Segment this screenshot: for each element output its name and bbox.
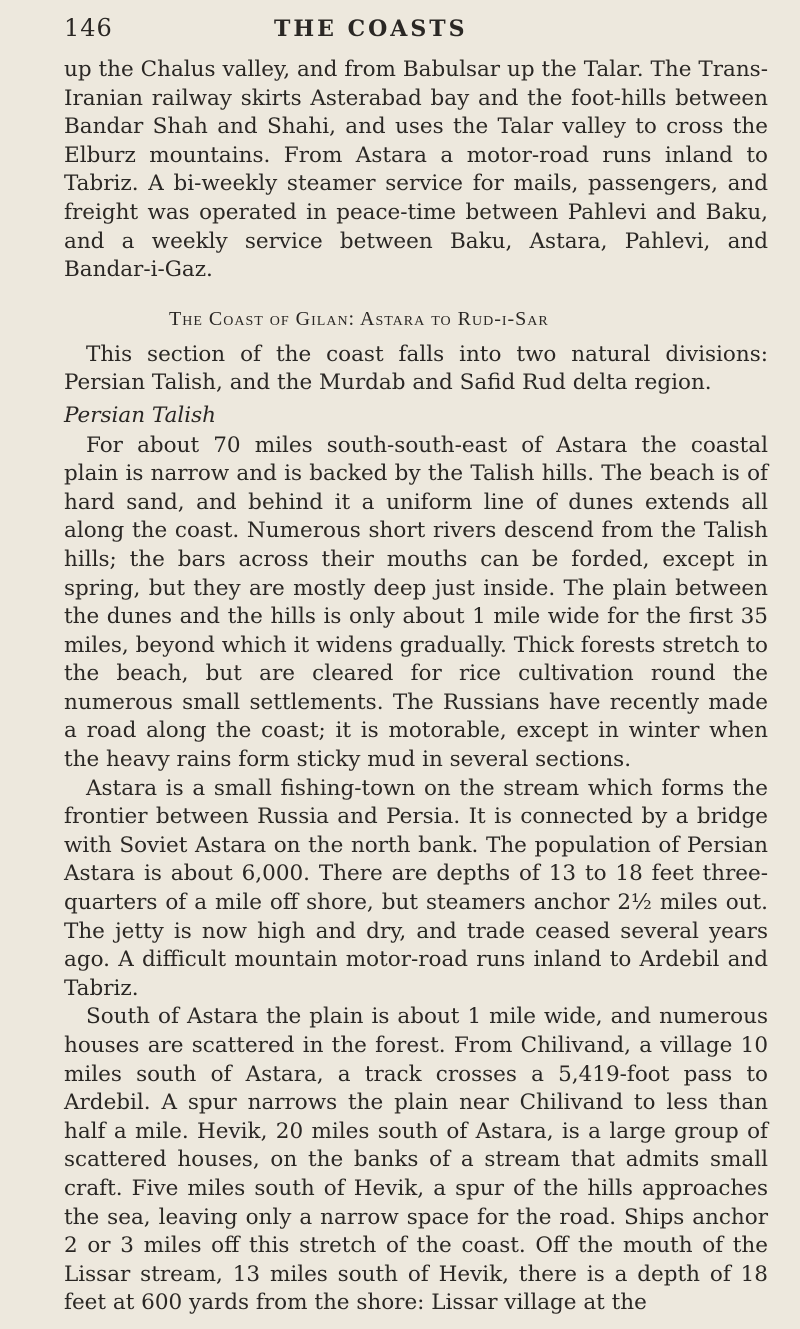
paragraph-astara: Astara is a small fishing-town on the stream which forms the frontier between Russia and Persia. It is connected by a bridge with Soviet Astara on the north bank. The population of Persian Astara is about 6,000. There are depths of 13 to 18 feet three-quarters of a mile off shore, but steamers anchor 2½ miles out. The jetty is now high and dry, and trade ceased several years ago. A difficult mountain motor-road runs inland to Ardebil and Tabriz. [64, 775, 768, 1001]
subheading-persian-talish: Persian Talish [64, 402, 217, 428]
section-heading: The Coast of Gilan: Astara to Rud-i-Sar [169, 307, 549, 330]
running-head [64, 14, 768, 54]
paragraph-talish: For about 70 miles south-south-east of Astara the coastal plain is narrow and is backed by the Talish hills. The beach is of hard sand, and behind it a uniform line of dunes extends all along the coast. Numerous short rivers descend from the Talish hills; the bars across their mouths can be forded, except in spring, but they are mostly deep just inside. The plain between the dunes and the hills is only about 1 mile wide for the first 35 miles, beyond which it widens gradually. Thick forests stretch to the beach, but are cleared for rice cultivation round the numerous small settlements. The Russians have recently made a road along the coast; it is motorable, except in winter when the heavy rains form sticky mud in several sections. [64, 432, 768, 773]
page-number: 146 [64, 14, 113, 42]
paragraph-intro: up the Chalus valley, and from Babulsar up the Talar. The Trans-Iranian railway skirts Asterabad bay and the foot-hills between Bandar Shah and Shahi, and uses the Talar valley to cross the Elburz mountains. From Astara a motor-road runs inland to Tabriz. A bi-weekly steamer service for mails, passengers, and freight was operated in peace-time between Pahlevi and Baku, and a weekly service between Baku, Astara, Pahlevi, and Bandar-i-Gaz. [64, 57, 768, 283]
paragraph-south-of-astara: South of Astara the plain is about 1 mile wide, and numerous houses are scattered in the forest. From Chilivand, a village 10 miles south of Astara, a track crosses a 5,419-foot pass to Ardebil. A spur narrows the plain near Chilivand to less than half a mile. Hevik, 20 miles south of Astara, is a large group of scattered houses, on the banks of a stream that admits small craft. Five miles south of Hevik, a spur of the hills approaches the sea, leaving only a narrow space for the road. Ships anchor 2 or 3 miles off this stretch of the coast. Off the mouth of the Lissar stream, 13 miles south of Hevik, there is a depth of 18 feet at 600 yards from the shore: Lissar village at the [64, 1004, 768, 1316]
running-title: THE COASTS [274, 16, 468, 42]
paragraph-section-intro: This section of the coast falls into two natural divisions: Persian Talish, and the Murdab and Safid Rud delta region. [64, 341, 768, 396]
